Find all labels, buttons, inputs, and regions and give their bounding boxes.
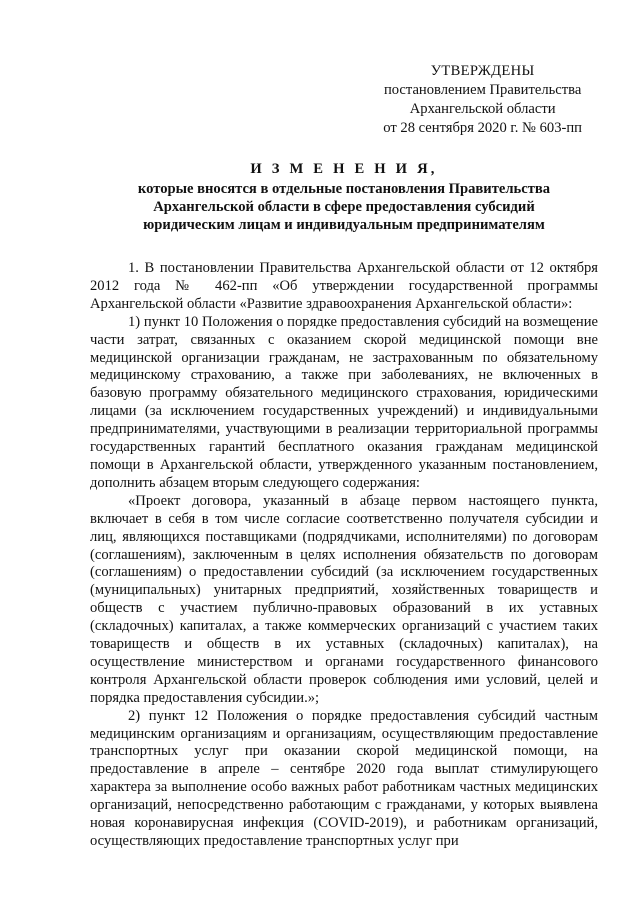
document-subtitle-line-1: которые вносятся в отдельные постановления Правительства <box>137 181 551 197</box>
approval-line-date-number: от 28 сентября 2020 г. № 603-пп <box>383 120 582 136</box>
approval-line-region: Архангельской области <box>409 101 556 117</box>
approval-line-approved: УТВЕРЖДЕНЫ <box>430 63 535 79</box>
body-paragraph-4: 2) пункт 12 Положения о порядке предоставления субсидий частным медицинским организациям и организациям, осуществляющим предоставление транспортных услуг при оказании скорой медицинской помощи, на предоставление в апреле – сентябре 2020 года выплат стимулирующего характера за выполнение особо важных работ работникам частных медицинских организаций, непосредственно работающим с гражданами, у которых выявлена новая коронавирусная инфекция (COVID-2019), и работникам организаций, осуществляющих предоставление транспортных услуг при <box>90 707 598 849</box>
document-title: И З М Е Н Е Н И Я, <box>250 161 438 177</box>
document-heading <box>90 160 598 234</box>
body-paragraph-3: «Проект договора, указанный в абзаце первом настоящего пункта, включает в себя в том числе согласие соответственно получателя субсидии и лиц, являющихся поставщиками (подрядчиками, исполнителями) по договорам (соглашениям), заключенным в целях исполнения обязательств по договорам (соглашениям) о предоставлении субсидий (за исключением государственных (муниципальных) унитарных предприятий, хозяйственных товариществ и обществ с участием публично-правовых образований в их уставных (складочных) капиталах, а также коммерческих организаций с участием таких товариществ и обществ в их уставных (складочных) капиталах), на осуществление министерством и органами государственного финансового контроля Архангельской области проверок соблюдения ими условий, целей и порядка предоставления субсидии.»; <box>90 492 598 706</box>
approval-line-resolution: постановлением Правительства <box>383 82 582 98</box>
document-subtitle-line-2: Архангельской области в сфере предоставления субсидий <box>153 199 535 215</box>
body-paragraph-2: 1) пункт 10 Положения о порядке предоставления субсидий на возмещение части затрат, связанных с оказанием скорой медицинской помощи вне медицинской организации гражданам, не застрахованным по обязательному медицинскому страхованию, а также при заболеваниях, не включенных в базовую программу обязательного медицинского страхования, юридическими лицами (за исключением государственных учреждений) и индивидуальными предпринимателями, участвующими в реализации территориальной программы государственных гарантий бесплатного оказания гражданам медицинской помощи в Архангельской области, утвержденного указанным постановлением, дополнить абзацем вторым следующего содержания: <box>90 313 598 491</box>
body-paragraph-1: 1. В постановлении Правительства Архангельской области от 12 октября 2012 года № 462-пп «Об утверждении государственной программы Архангельской области «Развитие здравоохранения Архангельской области»: <box>90 260 598 312</box>
document-subtitle-line-3: юридическим лицам и индивидуальным предпринимателям <box>143 217 545 233</box>
document-body <box>90 260 598 851</box>
approval-block <box>383 62 582 138</box>
